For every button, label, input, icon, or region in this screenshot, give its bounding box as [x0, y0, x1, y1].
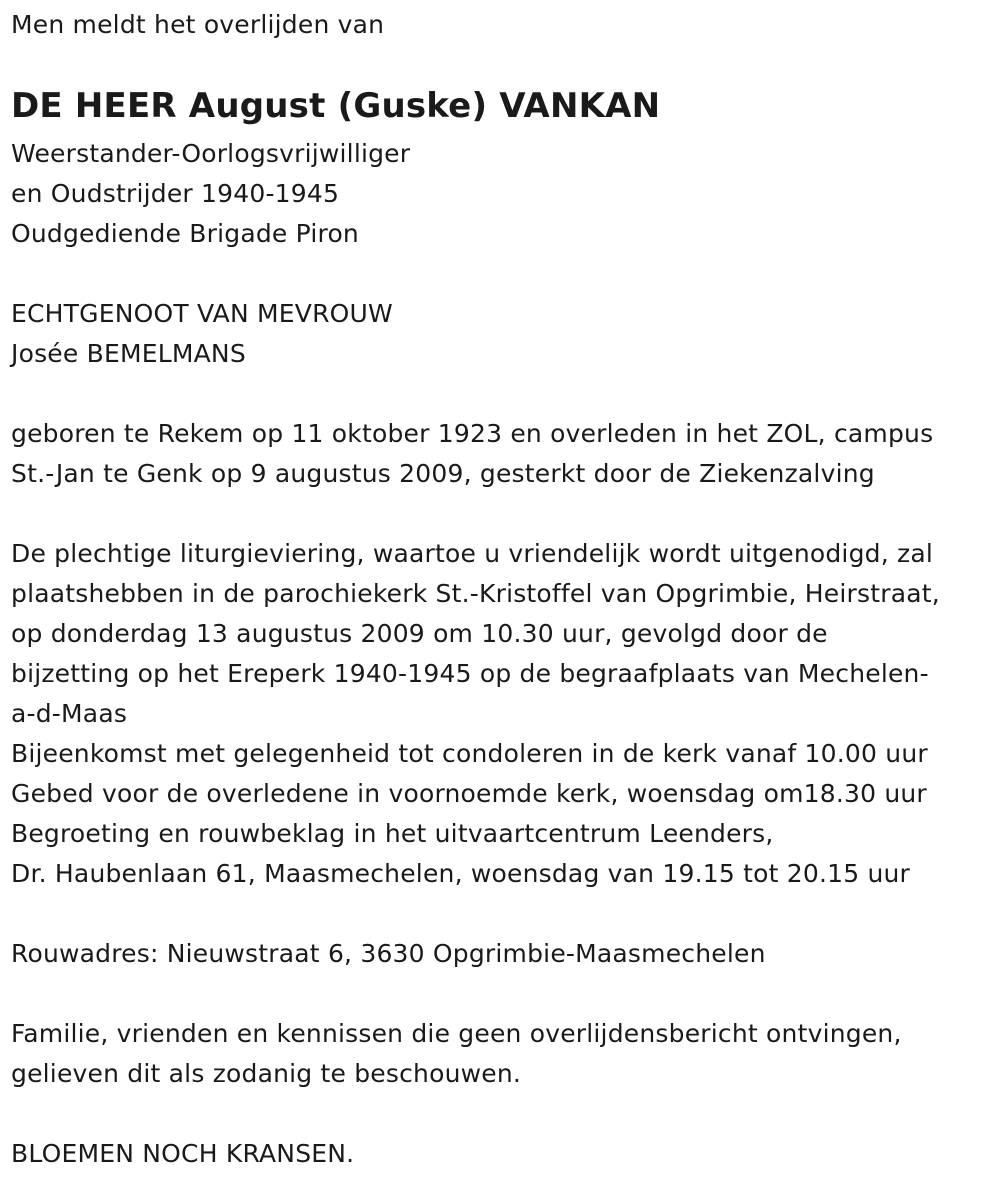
- deceased-title-line: Weerstander-Oorlogsvrijwilliger: [11, 139, 411, 168]
- notice-line: Familie, vrienden en kennissen die geen overlijdensbericht ontvingen,: [11, 1019, 902, 1048]
- deceased-title-line: Oudgediende Brigade Piron: [11, 219, 359, 248]
- deceased-name: DE HEER August (Guske) VANKAN: [11, 86, 661, 126]
- spouse-name: Josée BEMELMANS: [11, 339, 246, 368]
- ceremony-line: bijzetting op het Ereperk 1940-1945 op de begraafplaats van Mechelen-: [11, 659, 929, 688]
- notice-line: gelieven dit als zodanig te beschouwen.: [11, 1059, 522, 1088]
- spouse-heading: ECHTGENOOT VAN MEVROUW: [11, 299, 393, 328]
- ceremony-line: Begroeting en rouwbeklag in het uitvaartcentrum Leenders,: [11, 819, 774, 848]
- ceremony-line: De plechtige liturgieviering, waartoe u vriendelijk wordt uitgenodigd, zal: [11, 539, 933, 568]
- deceased-title-line: en Oudstrijder 1940-1945: [11, 179, 340, 208]
- closing-text: BLOEMEN NOCH KRANSEN.: [11, 1139, 355, 1168]
- ceremony-line: Gebed voor de overledene in voornoemde kerk, woensdag om18.30 uur: [11, 779, 927, 808]
- ceremony-line: op donderdag 13 augustus 2009 om 10.30 uur, gevolgd door de: [11, 619, 828, 648]
- birth-death-line: St.-Jan te Genk op 9 augustus 2009, gesterkt door de Ziekenzalving: [11, 459, 875, 488]
- intro-text: Men meldt het overlijden van: [11, 10, 385, 39]
- ceremony-line: Bijeenkomst met gelegenheid tot condoleren in de kerk vanaf 10.00 uur: [11, 739, 928, 768]
- ceremony-line: Dr. Haubenlaan 61, Maasmechelen, woensdag van 19.15 tot 20.15 uur: [11, 859, 911, 888]
- ceremony-line: a-d-Maas: [11, 699, 128, 728]
- birth-death-line: geboren te Rekem op 11 oktober 1923 en overleden in het ZOL, campus: [11, 419, 934, 448]
- mourning-address: Rouwadres: Nieuwstraat 6, 3630 Opgrimbie-Maasmechelen: [11, 939, 766, 968]
- ceremony-line: plaatshebben in de parochiekerk St.-Kristoffel van Opgrimbie, Heirstraat,: [11, 579, 940, 608]
